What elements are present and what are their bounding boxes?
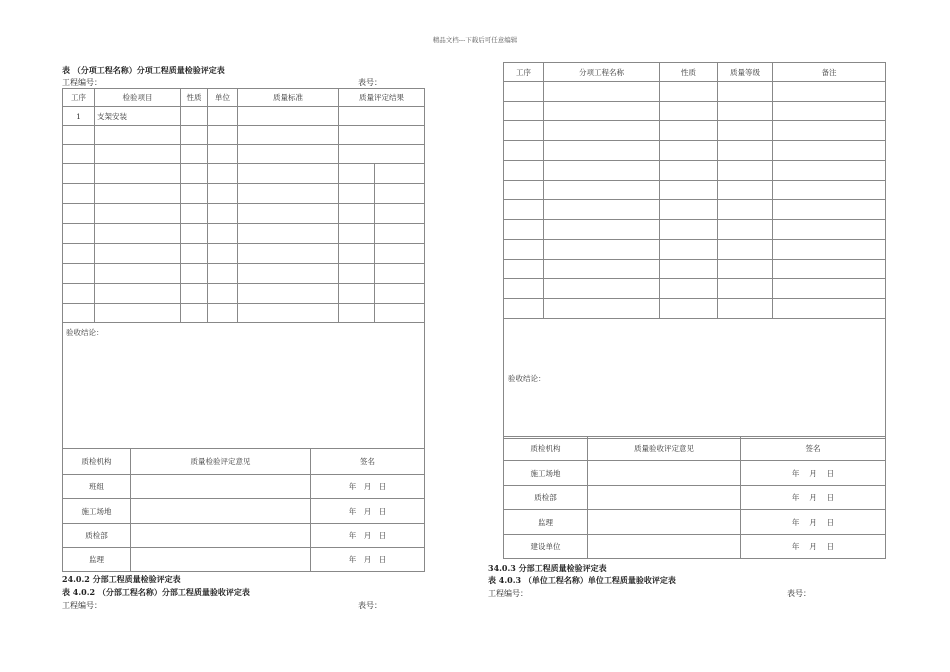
table-row [504,240,886,260]
sign-row [63,524,425,548]
col-header-standard: 质量标准 [238,89,339,107]
sign-row-label: 质检部 [504,486,588,510]
table-row [63,224,425,244]
col-header-nature: 性质 [181,89,208,107]
table-row [63,107,425,126]
table-row [504,161,886,181]
col-header-nature: 性质 [660,63,718,82]
col-header-result: 质量评定结果 [339,89,425,107]
table-row [504,181,886,200]
col-header-unit: 单位 [208,89,238,107]
date-field: 年 月 日 [741,461,886,486]
col-header-remark: 备注 [773,63,886,82]
table-row [63,204,425,224]
date-field: 年 月 日 [311,475,425,499]
table-row [63,264,425,284]
left-table-header-row [63,89,425,107]
sign-row-label: 施工场地 [504,461,588,486]
col-header-grade: 质量等级 [718,63,773,82]
right-footer-form-no: 表号： [787,589,811,598]
table-row [504,82,886,102]
page-header-note: 精品文档---下载后可任意编辑 [432,36,518,44]
sign-row [63,499,425,524]
sign-header-org: 质检机构 [504,437,588,461]
right-footer-project-no: 工程编号： [488,589,528,598]
conclusion-row [504,319,886,439]
table-row [504,220,886,240]
left-form-no-label: 表号： [358,78,382,87]
row-item-cell: 支架安装 [95,107,181,126]
left-project-no-label: 工程编号： [62,78,102,87]
right-subitem-table [503,62,886,439]
conclusion-row [63,323,425,449]
sign-row [63,475,425,499]
sign-header-row [504,437,886,461]
sign-row [504,510,886,535]
table-row [504,102,886,121]
right-table-header-row [504,63,886,82]
table-row [63,145,425,164]
table-row [63,126,425,145]
sign-header-row [63,449,425,475]
sign-header-org: 质检机构 [63,449,131,475]
right-footer-title-2: 表 4.0.3 （单位工程名称）单位工程质量验收评定表 [488,575,676,585]
sign-row-label: 施工场地 [63,499,131,524]
date-field: 年 月 日 [311,524,425,548]
table-row [63,244,425,264]
col-header-seq: 工序 [63,89,95,107]
sign-row [504,461,886,486]
sign-header-opinion: 质量验收评定意见 [588,437,741,461]
table-row [504,200,886,220]
left-footer-form-no: 表号： [358,601,382,610]
date-field: 年 月 日 [741,486,886,510]
date-field: 年 月 日 [741,510,886,535]
sign-row [504,535,886,559]
right-signature-table [503,436,886,559]
col-header-item: 检验项目 [95,89,181,107]
date-field: 年 月 日 [311,548,425,572]
col-header-subitem-name: 分项工程名称 [544,63,660,82]
sign-row-label: 班组 [63,475,131,499]
col-header-seq: 工序 [504,63,544,82]
table-row [504,141,886,161]
table-row [63,164,425,184]
date-field: 年 月 日 [741,535,886,559]
sign-header-opinion: 质量检验评定意见 [131,449,311,475]
table-row [63,284,425,304]
sign-row-label: 质检部 [63,524,131,548]
row-seq-cell: 1 [63,107,95,126]
sign-row-label: 建设单位 [504,535,588,559]
left-form-title: 表 （分项工程名称）分项工程质量检验评定表 [62,65,225,75]
table-row [63,184,425,204]
sign-row-label: 监理 [63,548,131,572]
left-footer-title-2: 表 4.0.2 （分部工程名称）分部工程质量验收评定表 [62,587,250,597]
sign-row [63,548,425,572]
conclusion-label: 验收结论： [63,323,425,449]
date-field: 年 月 日 [311,499,425,524]
left-footer-title-1: 24.0.2 分部工程质量检验评定表 [62,574,181,584]
table-row [504,260,886,279]
sign-row-label: 监理 [504,510,588,535]
sign-header-signature: 签名 [311,449,425,475]
table-row [63,304,425,323]
table-row [504,299,886,319]
conclusion-label: 验收结论： [504,319,886,439]
table-row [504,279,886,299]
sign-header-signature: 签名 [741,437,886,461]
left-footer-project-no: 工程编号： [62,601,102,610]
right-footer-title-1: 34.0.3 分部工程质量检验评定表 [488,563,607,573]
sign-row [504,486,886,510]
left-signature-table [62,448,425,572]
table-row [504,121,886,141]
left-inspection-table [62,88,425,449]
